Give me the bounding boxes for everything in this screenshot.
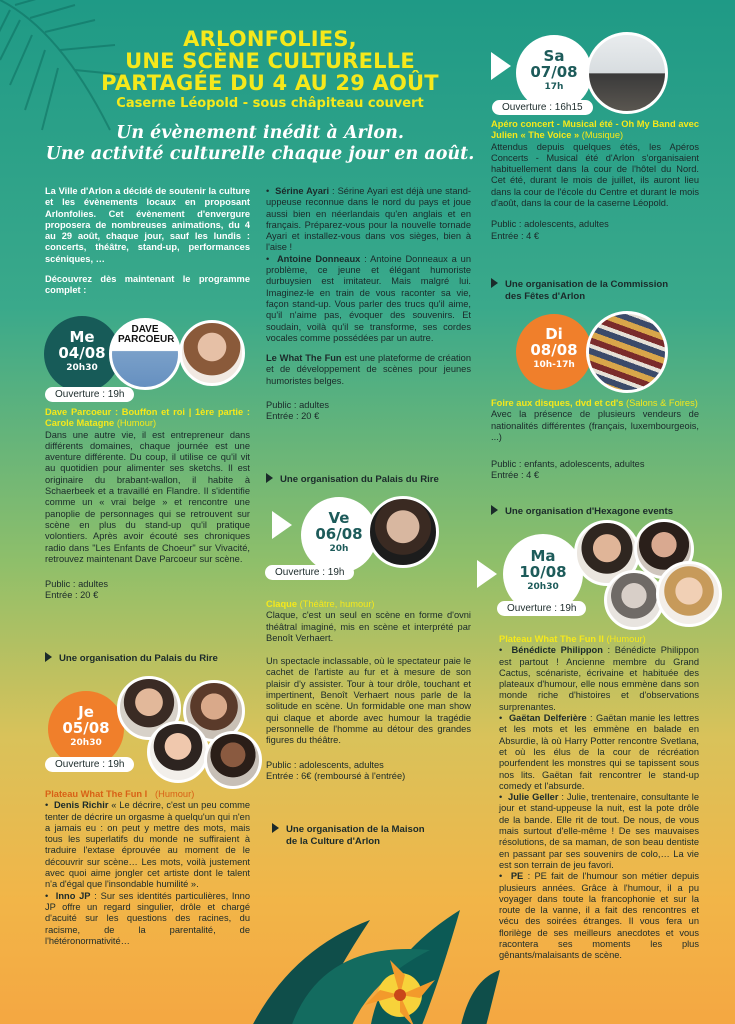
badge-day: Ve: [328, 509, 350, 527]
event-public: Public : adolescents, adultes: [491, 219, 609, 230]
performer-desc: : Julie, trentenaire, consultante le jour et stand-uppeuse la nuit, est la pote drôle de la bande. Elle rit de tout. De nous, de vous mais surtout d'elle-même ! De ses mauvaises résolutions, de sa maman, de son beau dentiste en passant par ses souvenirs de colo,… La vie est son terrain de jeu favori.: [499, 792, 699, 870]
event-di: [491, 398, 699, 482]
performer-name: Julie Geller: [508, 792, 559, 803]
org-text-1: Une organisation de la Commission: [505, 279, 669, 290]
event-genre: (Humour): [606, 634, 646, 644]
event-genre: (Humour): [116, 418, 157, 429]
performer-desc: : Sérine Ayari est déjà une stand-uppeuse reconnue dans le nord du pays et joue aussi bien en néerlandais qu'en anglais et en français. Préparez-vous pour la nouvelle tornade Ayari et installez-vous dans vos sièges, bien à l'aise !: [266, 186, 471, 253]
badge-date: 05/08: [62, 719, 110, 737]
triangle-decoration: [491, 52, 511, 80]
date-badge-ve: [301, 497, 377, 573]
badge-day: Je: [78, 703, 94, 721]
event-entry: Entrée : 4 €: [491, 230, 540, 241]
performer-desc: : Gaëtan manie les lettres et les mots et les emmène en balade en Absurdie, là où Harry Potter rencontre Svetlana, et où les élus de la cour de récréation pourfendent les monstres qui se tapissent sous nos lits. Gaëtan fait rencontrer le stand-up comedy et l'absurde.: [499, 713, 700, 791]
event-genre: (Salons & Foires): [626, 398, 698, 408]
badge-day: Di: [545, 325, 563, 343]
event-genre: (Humour): [155, 789, 195, 799]
event-desc: Attendus depuis quelques étés, les Apéros Concerts - Musical été d'Arlon s'organisaient habituellement dans la cour de l'hôtel du Nord. Cet été, durant le mois de juillet, ils auront lieu dans la cour de l'école du Centre et durant le mois d'août, dans la cour de la caserne Léopold.: [491, 141, 699, 209]
date-badge-je: [48, 691, 124, 767]
badge-date: 07/08: [530, 63, 578, 81]
photo-label: DAVE PARCOEUR: [118, 324, 175, 345]
intro-cta: Découvrez dès maintenant le programme complet :: [45, 274, 250, 296]
event-public: Public : adolescents, adultes: [266, 759, 384, 770]
badge-day: Me: [69, 328, 95, 346]
photo-oh-my-band: [586, 32, 668, 114]
title-line-1: ARLONFOLIES,: [183, 27, 357, 51]
badge-time: 20h30: [527, 582, 559, 592]
performer-desc: « Le décrire, c'est un peu comme tenter de décrire un orgasme à quelqu'un qui n'en a jamais eu : on peut y mettre des mots, mais tous les superlatifs du monde ne suffiraient à traduire l'extase éprouvée au moment de le découvrir sur scène… Les mots, voilà justement avec quoi aime jongler cet artiste dont le talent n'a d'égal que l'insondable humilité ».: [45, 800, 250, 890]
title-line-3: PARTAGÉE DU 4 AU 29 AOÛT: [101, 71, 439, 95]
badge-time: 20h: [329, 544, 349, 554]
arrow-icon: [491, 278, 498, 288]
event-genre: (Musique): [581, 130, 624, 141]
tagline: [40, 123, 480, 165]
event-ve: [266, 599, 471, 782]
photo-carole-matagne: [179, 320, 245, 386]
org-text-2: de la Culture d'Arlon: [286, 836, 380, 847]
org-text-2: des Fêtes d'Arlon: [505, 291, 586, 302]
badge-time: 10h-17h: [533, 360, 575, 370]
badge-day: Sa: [543, 47, 565, 65]
event-entry: Entrée : 4 €: [491, 470, 540, 481]
location: Caserne Léopold - sous châpiteau couvert: [116, 96, 424, 111]
badge-date: 10/08: [519, 563, 567, 581]
photo-dave-parcoeur: [109, 318, 181, 390]
event-desc: Dans une autre vie, il est entrepreneur dans différents domaines, chaque journée est une aventure différente. Du coup, il utilise ce qu'il vit au quotidien pour alimenter ses sketchs. Il est originaire du brabant-wallon, il habite à Schaerbeek et a travaillé en Flandre. Il s'identifie comme un « vrai belge » et rencontre une panoplie de personnages qui se retrouvent sur scène en plus du stand-up qu'il pratique volontiers. Après avoir écouté ses chroniques radio dans "Les Enfants de Choeur" sur Vivacité, retrouvez maintenant Dave Parcoeur sur scène.: [45, 429, 250, 564]
performer-name: Gaëtan Delferière: [508, 713, 587, 724]
event-title: Plateau What The Fun I: [45, 789, 148, 799]
opening-ve: Ouverture : 19h: [265, 565, 354, 580]
photo-performer-3: [147, 721, 209, 783]
performer-desc: : Antoine Donneaux a un problème, ce jeune et élégant humoriste durbuysien est imitateur. Mais malgré lui. Imaginez-le en train de vous raconter sa vie, façon stand-up. Vous parler des trucs qu'il aime, qu'il n'aime pas, évoquer des souvenirs. Et soudain, voilà qu'il se transforme, ses cordes vocales comme possédées par un autre.: [266, 253, 472, 343]
event-title: Foire aux disques, dvd et cd's: [491, 398, 624, 408]
badge-date: 04/08: [58, 344, 106, 362]
intro-text: La Ville d'Arlon a décidé de soutenir la culture et les évènements locaux en proposant Arlonfolies. Cet évènement d'envergure proposera de nombreuses animations, du 4 au 29 août, chaque jour, sauf les lundis : concerts, théâtre, stand-up, performances scéniques, …: [45, 186, 250, 264]
middle-column: • Sérine Ayari : Sérine Ayari est déjà une stand-uppeuse reconnue dans le nord du pays et joue aussi bien en néerlandais qu'en anglais et en français. Préparez-vous pour la nouvelle tornade Ayari et installez-vous dans vos sièges, bien à l'aise ! • Antoine Donneaux : Antoine Donneaux a un problème, ce jeune et élégant humoriste durbuysien est imitateur. Mais malgré lui. Imaginez-le en train de vous raconter sa vie, façon stand-up. Vous parler des trucs qu'il aime, qu'il n'aime pas, évoquer des souvenirs. Et soudain, voilà qu'il se transforme, ses cordes vocales comme possédées par un autre. Le What The Fun est une plateforme de création et de développement de scènes pour jeunes humoristes belges. Public : adultes Entrée : 20 €: [266, 186, 472, 422]
title-line-2: UNE SCÈNE CULTURELLE: [125, 49, 415, 73]
performer-name: Antoine Donneaux: [276, 253, 361, 264]
triangle-decoration: [272, 511, 292, 539]
opening-me: Ouverture : 19h: [45, 387, 134, 402]
performer-name: Inno JP: [55, 890, 91, 901]
tagline-2: Une activité culturelle chaque jour en août.: [45, 144, 475, 164]
wtf-desc: est une plateforme de création et de développement de scènes pour jeunes humoristes belges.: [266, 353, 471, 386]
arrow-icon: [491, 505, 498, 515]
wtf-name: Le What The Fun: [266, 353, 342, 364]
poster-title: [60, 28, 480, 112]
event-entry: Entrée : 20 €: [266, 411, 320, 422]
event-je: Plateau What The Fun I (Humour) • Denis Richir « Le décrire, c'est un peu comme tenter de décrire un orgasme à quelqu'un qui n'en a jamais eu : on peut y mettre des mots, mais tous les superlatifs du monde ne suffiraient à traduire l'extase éprouvée au moment de le découvrir sur scène… Les mots, voilà justement avec quoi aime jongler cet artiste dont le talent n'a d'égal que l'insondable humilité ». • Inno JP : Sur ses identités particulières, Inno JP offre un regard singulier, drôle et chargé d'acuité sur les questions des racines, du racisme, de la parentalité, de l'hétéronormativité…: [45, 789, 250, 946]
performer-desc: : PE fait de l'humour son métier depuis plusieurs années. Grâce à l'humour, il a pu voyager dans toute la francophonie et sur la route de la vanne, il a fait des rencontres et vécu des soirées étranges. Il vous fera un florilège de ses meilleurs anecdotes et vous racontera ses moments les plus gênants/malaisants de scène.: [499, 871, 699, 961]
event-entry: Entrée : 20 €: [45, 590, 99, 601]
event-title: Dave Parcoeur : Bouffon et roi | 1ère partie : Carole Matagne: [45, 407, 250, 429]
tagline-1: Un évènement inédit à Arlon.: [116, 123, 404, 143]
performer-name: Bénédicte Philippon: [511, 645, 603, 656]
event-title: Plateau What The Fun II: [499, 634, 604, 644]
arrow-icon: [266, 473, 273, 483]
event-public: Public : adultes: [266, 400, 330, 411]
event-title: Apéro concert - Musical été - Oh My Band avec Julien « The Voice »: [491, 119, 699, 141]
performer-name: PE: [510, 871, 524, 882]
opening-sa: Ouverture : 16h15: [492, 100, 593, 115]
photo-benoit-verhaert: [367, 496, 439, 568]
event-entry: Entrée : 6€ (remboursé à l'entrée): [266, 770, 406, 781]
performer-name: Denis Richir: [53, 800, 109, 811]
opening-ma: Ouverture : 19h: [497, 601, 586, 616]
org-text: Une organisation du Palais du Rire: [280, 474, 439, 485]
arrow-icon: [272, 823, 279, 833]
event-sa: [491, 119, 699, 242]
event-public: Public : enfants, adolescents, adultes: [491, 459, 645, 470]
org-text: Une organisation du Palais du Rire: [59, 653, 218, 664]
intro: [45, 186, 250, 306]
opening-je: Ouverture : 19h: [45, 757, 134, 772]
event-desc-2: Un spectacle inclassable, où le spectateur paie le cachet de l'artiste au fur et à mesure de son plaisir d'y assister. Tour à tour drôle, touchant et impertinent, Benoît Verhaert nous parle de la solitude en scène. Un formidable one man show qui claque et aborde avec humour la tragédie personnelle de l'homme au détour des grandes figures du théâtre.: [266, 656, 471, 746]
event-title: Claque: [266, 599, 297, 609]
badge-time: 20h30: [70, 738, 102, 748]
org-text-1: Une organisation de la Maison: [286, 824, 425, 835]
badge-date: 06/08: [315, 525, 363, 543]
photo-julie-geller: [656, 561, 722, 627]
org-sa: [491, 278, 668, 303]
badge-day: Ma: [530, 547, 556, 565]
org-text: Une organisation d'Hexagone events: [505, 506, 674, 517]
org-me: [45, 652, 218, 665]
badge-date: 08/08: [530, 341, 578, 359]
org-ve: [272, 823, 425, 848]
performer-name: Sérine Ayari: [275, 186, 330, 196]
date-badge-di: [516, 314, 592, 390]
org-di: [491, 505, 673, 518]
event-genre: (Théâtre, humour): [299, 599, 375, 609]
event-desc-1: Claque, c'est un seul en scène en forme d'ovni théâtral imaginé, mis en scène et interprété par Benoît Verhaert.: [266, 610, 471, 643]
performer-desc: : Sur ses identités particulières, Inno JP offre un regard singulier, drôle et chargé d'acuité sur les questions des racines, du racisme, de la parentalité, de l'hétéronormativité…: [45, 890, 250, 946]
performer-desc: : Bénédicte Philippon est partout ! Ancienne membre du Grand Cactus, scénariste, écrivaine et habituée des plateaux d'humour, elle nous emmène dans son monde riche d'histoires et d'observations surprenantes.: [499, 645, 699, 712]
photo-pe: [604, 570, 664, 630]
triangle-decoration: [477, 560, 497, 588]
event-public: Public : adultes: [45, 579, 109, 590]
tropical-leaves-decoration: [230, 880, 510, 1024]
org-mid: [266, 473, 439, 486]
photo-records: [586, 311, 668, 393]
event-ma: Plateau What The Fun II (Humour) • Bénédicte Philippon : Bénédicte Philippon est partout ! Ancienne membre du Grand Cactus, scénariste, écrivaine et habituée des plateaux d'humour, elle nous emmène dans son monde riche d'histoires et d'observations surprenantes. • Gaëtan Delferière : Gaëtan manie les lettres et les mots et les emmène en balade en Absurdie, là où Harry Potter rencontre Svetlana, et où les élus de la cour de récréation pourfendent les monstres qui se tapissent sous nos lits. Gaëtan fait rencontrer le stand-up comedy et l'absurde. • Julie Geller : Julie, trentenaire, consultante le jour et stand-uppeuse la nuit, est la pote drôle de la bande. Elle rit de tout. De nous, de vous mais surtout d'elle-même ! De ses mauvaises résolutions, de sa maman, de son beau dentiste en passant par ses souvenirs de colo,… La vie est son terrain de jeu favori. • PE : PE fait de l'humour son métier depuis plusieurs années. Grâce à l'humour, il a pu voyager dans toute la francophonie et sur la route de la vanne, il a fait des rencontres et vécu des soirées étranges. Il vous fera un florilège de ses meilleurs anecdotes et vous racontera ses moments les plus gênants/malaisants de scène.: [499, 634, 700, 961]
photo-inno-jp: [204, 731, 262, 789]
event-desc: Avec la présence de plusieurs vendeurs de nationalités différentes (français, luxembourgeois, ...): [491, 409, 699, 442]
event-me: [45, 407, 250, 602]
badge-time: 20h30: [66, 363, 98, 373]
badge-time: 17h: [544, 82, 564, 92]
arrow-icon: [45, 652, 52, 662]
